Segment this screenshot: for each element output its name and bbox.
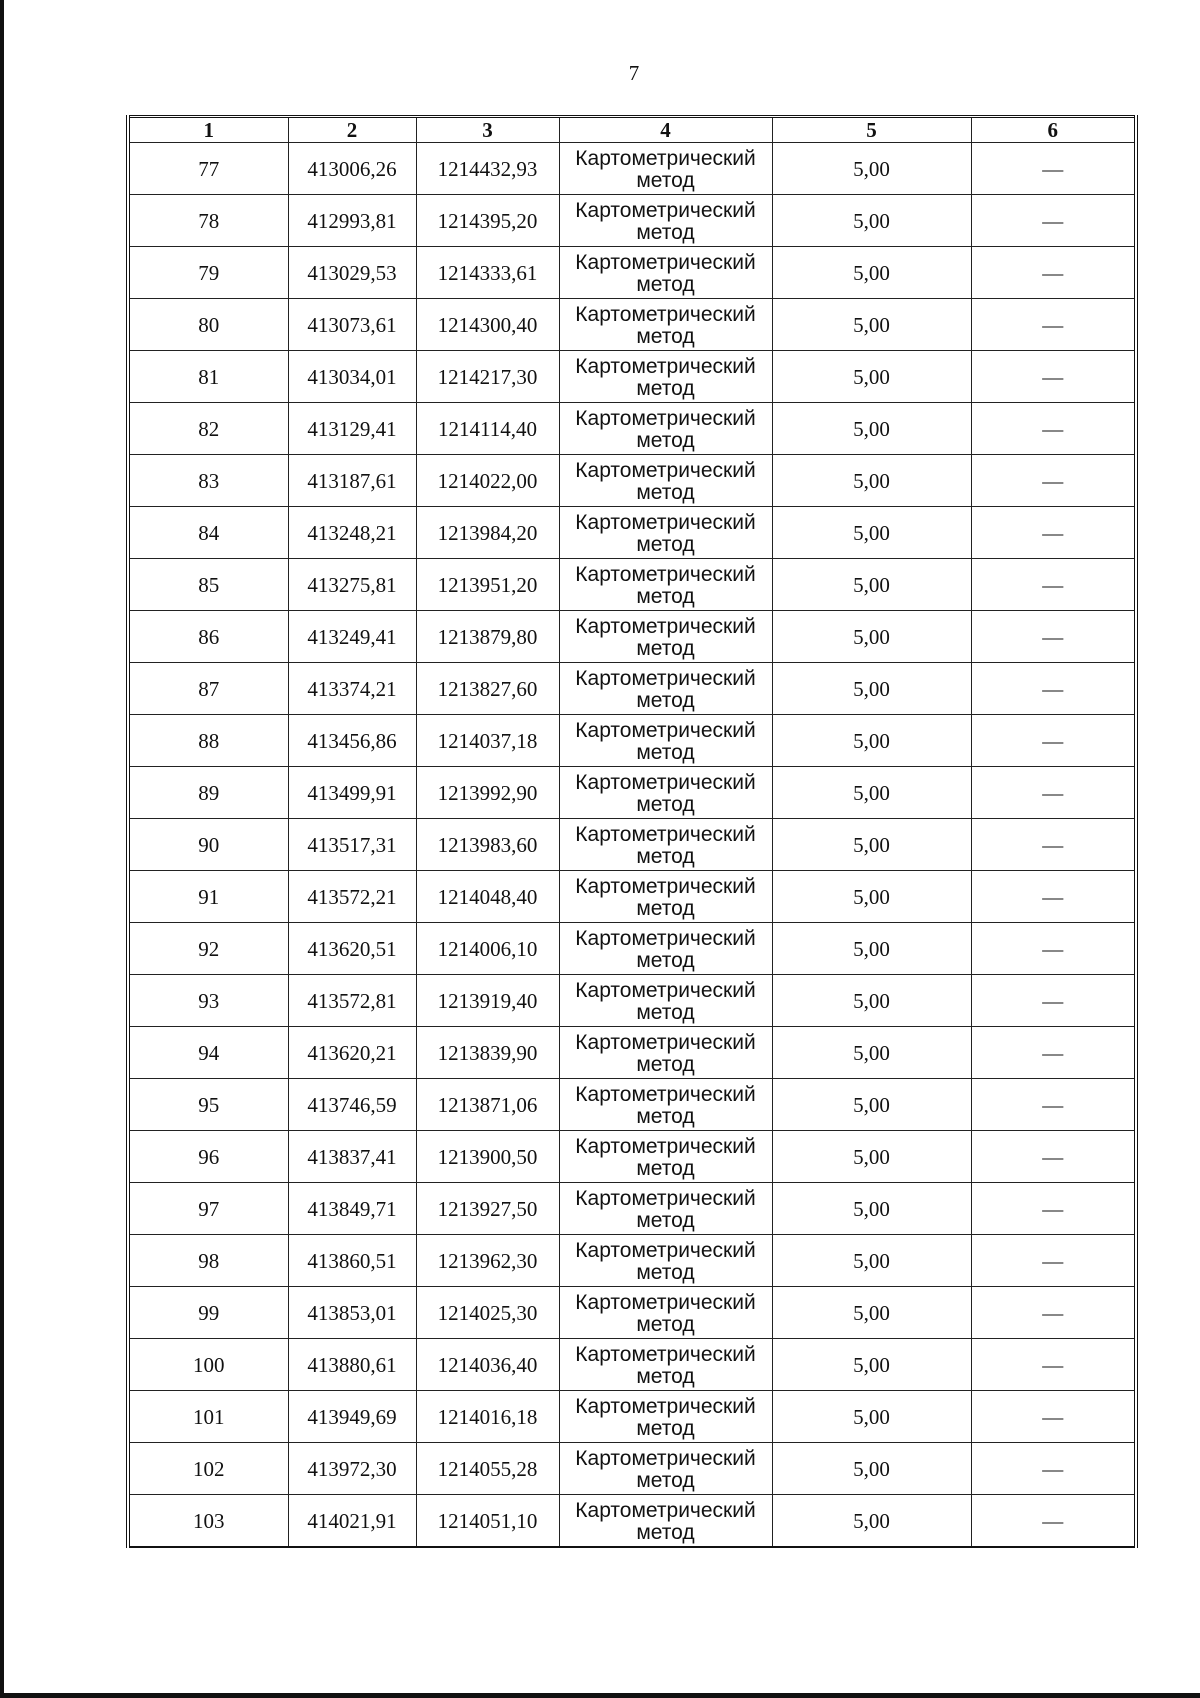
method-line-1: Картометрический xyxy=(575,1134,756,1158)
table-row xyxy=(128,351,1136,403)
point-number-cell: 101 xyxy=(128,1391,288,1443)
y-coordinate-cell: 1214036,40 xyxy=(416,1339,559,1391)
y-coordinate-cell: 1214114,40 xyxy=(416,403,559,455)
point-number-cell: 88 xyxy=(128,715,288,767)
note-cell: — xyxy=(971,1443,1136,1495)
y-coordinate-cell: 1214022,00 xyxy=(416,455,559,507)
note-cell: — xyxy=(971,1339,1136,1391)
method-line-2: метод xyxy=(636,1468,695,1492)
point-number-cell: 93 xyxy=(128,975,288,1027)
page-bottom-edge-rule xyxy=(0,1693,1200,1698)
method-line-2: метод xyxy=(636,480,695,504)
y-coordinate-cell: 1214048,40 xyxy=(416,871,559,923)
x-coordinate-cell: 413837,41 xyxy=(288,1131,416,1183)
y-coordinate-cell: 1213951,20 xyxy=(416,559,559,611)
method-cell xyxy=(559,1339,772,1391)
method-line-2: метод xyxy=(636,1104,695,1128)
y-coordinate-cell: 1214037,18 xyxy=(416,715,559,767)
accuracy-cell: 5,00 xyxy=(772,1495,971,1548)
accuracy-cell: 5,00 xyxy=(772,1443,971,1495)
method-line-1: Картометрический xyxy=(575,510,756,534)
method-cell xyxy=(559,819,772,871)
method-cell xyxy=(559,715,772,767)
table-row xyxy=(128,1287,1136,1339)
point-number-cell: 81 xyxy=(128,351,288,403)
method-line-2: метод xyxy=(636,220,695,244)
point-number-cell: 92 xyxy=(128,923,288,975)
method-line-2: метод xyxy=(636,844,695,868)
method-line-1: Картометрический xyxy=(575,406,756,430)
header-col-6: 6 xyxy=(971,117,1136,143)
accuracy-cell: 5,00 xyxy=(772,507,971,559)
page-number-container xyxy=(0,60,1200,86)
method-cell xyxy=(559,1235,772,1287)
accuracy-cell: 5,00 xyxy=(772,403,971,455)
x-coordinate-cell: 413517,31 xyxy=(288,819,416,871)
note-cell: — xyxy=(971,559,1136,611)
y-coordinate-cell: 1213992,90 xyxy=(416,767,559,819)
accuracy-cell: 5,00 xyxy=(772,559,971,611)
method-cell xyxy=(559,1287,772,1339)
x-coordinate-cell: 413187,61 xyxy=(288,455,416,507)
note-cell: — xyxy=(971,507,1136,559)
method-line-1: Картометрический xyxy=(575,666,756,690)
method-cell xyxy=(559,1443,772,1495)
y-coordinate-cell: 1213927,50 xyxy=(416,1183,559,1235)
y-coordinate-cell: 1214300,40 xyxy=(416,299,559,351)
note-cell: — xyxy=(971,1183,1136,1235)
y-coordinate-cell: 1213827,60 xyxy=(416,663,559,715)
method-cell xyxy=(559,507,772,559)
method-line-1: Картометрический xyxy=(575,250,756,274)
accuracy-cell: 5,00 xyxy=(772,611,971,663)
table-row xyxy=(128,1183,1136,1235)
note-cell: — xyxy=(971,1079,1136,1131)
method-line-1: Картометрический xyxy=(575,302,756,326)
note-cell: — xyxy=(971,1235,1136,1287)
point-number-cell: 103 xyxy=(128,1495,288,1548)
accuracy-cell: 5,00 xyxy=(772,455,971,507)
table-row xyxy=(128,1235,1136,1287)
x-coordinate-cell: 413499,91 xyxy=(288,767,416,819)
method-cell xyxy=(559,1079,772,1131)
note-cell: — xyxy=(971,195,1136,247)
x-coordinate-cell: 413880,61 xyxy=(288,1339,416,1391)
x-coordinate-cell: 413029,53 xyxy=(288,247,416,299)
method-line-2: метод xyxy=(636,1000,695,1024)
y-coordinate-cell: 1214016,18 xyxy=(416,1391,559,1443)
table-row xyxy=(128,1339,1136,1391)
method-line-1: Картометрический xyxy=(575,1394,756,1418)
point-number-cell: 91 xyxy=(128,871,288,923)
y-coordinate-cell: 1213983,60 xyxy=(416,819,559,871)
y-coordinate-cell: 1213871,06 xyxy=(416,1079,559,1131)
y-coordinate-cell: 1214432,93 xyxy=(416,143,559,195)
accuracy-cell: 5,00 xyxy=(772,1391,971,1443)
table-row xyxy=(128,195,1136,247)
method-line-2: метод xyxy=(636,740,695,764)
header-col-1: 1 xyxy=(128,117,288,143)
table-row xyxy=(128,1495,1136,1548)
accuracy-cell: 5,00 xyxy=(772,663,971,715)
note-cell: — xyxy=(971,871,1136,923)
point-number-cell: 98 xyxy=(128,1235,288,1287)
method-line-2: метод xyxy=(636,1052,695,1076)
page-number: 7 xyxy=(628,61,640,85)
method-line-2: метод xyxy=(636,1156,695,1180)
method-line-1: Картометрический xyxy=(575,1290,756,1314)
y-coordinate-cell: 1214025,30 xyxy=(416,1287,559,1339)
accuracy-cell: 5,00 xyxy=(772,871,971,923)
method-line-1: Картометрический xyxy=(575,822,756,846)
accuracy-cell: 5,00 xyxy=(772,819,971,871)
method-line-2: метод xyxy=(636,428,695,452)
x-coordinate-cell: 413034,01 xyxy=(288,351,416,403)
note-cell: — xyxy=(971,715,1136,767)
accuracy-cell: 5,00 xyxy=(772,351,971,403)
table-row xyxy=(128,1391,1136,1443)
table-row xyxy=(128,455,1136,507)
method-line-1: Картометрический xyxy=(575,354,756,378)
accuracy-cell: 5,00 xyxy=(772,715,971,767)
y-coordinate-cell: 1213984,20 xyxy=(416,507,559,559)
method-line-2: метод xyxy=(636,688,695,712)
method-line-2: метод xyxy=(636,532,695,556)
method-line-2: метод xyxy=(636,1260,695,1284)
y-coordinate-cell: 1214055,28 xyxy=(416,1443,559,1495)
note-cell: — xyxy=(971,923,1136,975)
table-row xyxy=(128,1131,1136,1183)
note-cell: — xyxy=(971,975,1136,1027)
accuracy-cell: 5,00 xyxy=(772,299,971,351)
method-cell xyxy=(559,195,772,247)
accuracy-cell: 5,00 xyxy=(772,975,971,1027)
y-coordinate-cell: 1214217,30 xyxy=(416,351,559,403)
accuracy-cell: 5,00 xyxy=(772,1183,971,1235)
x-coordinate-cell: 413849,71 xyxy=(288,1183,416,1235)
point-number-cell: 94 xyxy=(128,1027,288,1079)
header-row xyxy=(128,117,1136,143)
point-number-cell: 86 xyxy=(128,611,288,663)
header-col-3: 3 xyxy=(416,117,559,143)
method-cell xyxy=(559,611,772,663)
point-number-cell: 84 xyxy=(128,507,288,559)
x-coordinate-cell: 414021,91 xyxy=(288,1495,416,1548)
accuracy-cell: 5,00 xyxy=(772,1339,971,1391)
table-row xyxy=(128,715,1136,767)
x-coordinate-cell: 413073,61 xyxy=(288,299,416,351)
note-cell: — xyxy=(971,403,1136,455)
method-line-1: Картометрический xyxy=(575,1498,756,1522)
accuracy-cell: 5,00 xyxy=(772,1235,971,1287)
method-cell xyxy=(559,1495,772,1548)
note-cell: — xyxy=(971,247,1136,299)
accuracy-cell: 5,00 xyxy=(772,923,971,975)
method-line-1: Картометрический xyxy=(575,1238,756,1262)
note-cell: — xyxy=(971,819,1136,871)
x-coordinate-cell: 413972,30 xyxy=(288,1443,416,1495)
point-number-cell: 80 xyxy=(128,299,288,351)
note-cell: — xyxy=(971,663,1136,715)
method-cell xyxy=(559,663,772,715)
method-cell xyxy=(559,1183,772,1235)
method-line-2: метод xyxy=(636,1208,695,1232)
page-left-edge-rule xyxy=(0,0,4,1698)
note-cell: — xyxy=(971,1131,1136,1183)
accuracy-cell: 5,00 xyxy=(772,143,971,195)
method-line-2: метод xyxy=(636,324,695,348)
header-col-2: 2 xyxy=(288,117,416,143)
accuracy-cell: 5,00 xyxy=(772,1131,971,1183)
point-number-cell: 82 xyxy=(128,403,288,455)
method-cell xyxy=(559,455,772,507)
point-number-cell: 85 xyxy=(128,559,288,611)
note-cell: — xyxy=(971,1495,1136,1548)
point-number-cell: 87 xyxy=(128,663,288,715)
note-cell: — xyxy=(971,1027,1136,1079)
table-row xyxy=(128,1079,1136,1131)
method-line-2: метод xyxy=(636,1312,695,1336)
note-cell: — xyxy=(971,351,1136,403)
method-line-1: Картометрический xyxy=(575,146,756,170)
point-number-cell: 83 xyxy=(128,455,288,507)
y-coordinate-cell: 1213962,30 xyxy=(416,1235,559,1287)
x-coordinate-cell: 412993,81 xyxy=(288,195,416,247)
point-number-cell: 79 xyxy=(128,247,288,299)
accuracy-cell: 5,00 xyxy=(772,1027,971,1079)
x-coordinate-cell: 413620,21 xyxy=(288,1027,416,1079)
point-number-cell: 97 xyxy=(128,1183,288,1235)
method-line-1: Картометрический xyxy=(575,1446,756,1470)
method-line-1: Картометрический xyxy=(575,926,756,950)
method-line-2: метод xyxy=(636,948,695,972)
method-cell xyxy=(559,1391,772,1443)
point-number-cell: 90 xyxy=(128,819,288,871)
table-row xyxy=(128,871,1136,923)
x-coordinate-cell: 413620,51 xyxy=(288,923,416,975)
x-coordinate-cell: 413248,21 xyxy=(288,507,416,559)
point-number-cell: 77 xyxy=(128,143,288,195)
table-row xyxy=(128,663,1136,715)
method-cell xyxy=(559,871,772,923)
x-coordinate-cell: 413572,21 xyxy=(288,871,416,923)
table-row xyxy=(128,611,1136,663)
note-cell: — xyxy=(971,767,1136,819)
y-coordinate-cell: 1213919,40 xyxy=(416,975,559,1027)
method-cell xyxy=(559,247,772,299)
y-coordinate-cell: 1213879,80 xyxy=(416,611,559,663)
method-cell xyxy=(559,559,772,611)
table-row xyxy=(128,559,1136,611)
y-coordinate-cell: 1213839,90 xyxy=(416,1027,559,1079)
point-number-cell: 96 xyxy=(128,1131,288,1183)
method-line-2: метод xyxy=(636,272,695,296)
table-body xyxy=(128,143,1136,1548)
method-cell xyxy=(559,351,772,403)
point-number-cell: 95 xyxy=(128,1079,288,1131)
method-line-1: Картометрический xyxy=(575,874,756,898)
method-line-2: метод xyxy=(636,376,695,400)
point-number-cell: 102 xyxy=(128,1443,288,1495)
point-number-cell: 78 xyxy=(128,195,288,247)
method-cell xyxy=(559,143,772,195)
x-coordinate-cell: 413949,69 xyxy=(288,1391,416,1443)
x-coordinate-cell: 413572,81 xyxy=(288,975,416,1027)
method-cell xyxy=(559,299,772,351)
note-cell: — xyxy=(971,1287,1136,1339)
accuracy-cell: 5,00 xyxy=(772,1287,971,1339)
y-coordinate-cell: 1214006,10 xyxy=(416,923,559,975)
table-row xyxy=(128,403,1136,455)
y-coordinate-cell: 1214333,61 xyxy=(416,247,559,299)
table-row xyxy=(128,143,1136,195)
note-cell: — xyxy=(971,143,1136,195)
method-line-2: метод xyxy=(636,792,695,816)
method-line-1: Картометрический xyxy=(575,770,756,794)
table-row xyxy=(128,1027,1136,1079)
header-col-4: 4 xyxy=(559,117,772,143)
coordinates-table xyxy=(126,115,1138,1548)
x-coordinate-cell: 413374,21 xyxy=(288,663,416,715)
method-line-1: Картометрический xyxy=(575,198,756,222)
note-cell: — xyxy=(971,611,1136,663)
method-line-2: метод xyxy=(636,896,695,920)
table-row xyxy=(128,507,1136,559)
note-cell: — xyxy=(971,455,1136,507)
method-cell xyxy=(559,1131,772,1183)
table-row xyxy=(128,819,1136,871)
x-coordinate-cell: 413746,59 xyxy=(288,1079,416,1131)
method-line-2: метод xyxy=(636,1416,695,1440)
x-coordinate-cell: 413275,81 xyxy=(288,559,416,611)
x-coordinate-cell: 413249,41 xyxy=(288,611,416,663)
accuracy-cell: 5,00 xyxy=(772,247,971,299)
x-coordinate-cell: 413456,86 xyxy=(288,715,416,767)
method-line-1: Картометрический xyxy=(575,978,756,1002)
x-coordinate-cell: 413006,26 xyxy=(288,143,416,195)
header-col-5: 5 xyxy=(772,117,971,143)
x-coordinate-cell: 413860,51 xyxy=(288,1235,416,1287)
y-coordinate-cell: 1214051,10 xyxy=(416,1495,559,1548)
point-number-cell: 89 xyxy=(128,767,288,819)
method-line-2: метод xyxy=(636,584,695,608)
method-line-1: Картометрический xyxy=(575,1186,756,1210)
y-coordinate-cell: 1213900,50 xyxy=(416,1131,559,1183)
method-line-1: Картометрический xyxy=(575,562,756,586)
table-row xyxy=(128,767,1136,819)
accuracy-cell: 5,00 xyxy=(772,1079,971,1131)
method-line-1: Картометрический xyxy=(575,718,756,742)
method-cell xyxy=(559,923,772,975)
point-number-cell: 99 xyxy=(128,1287,288,1339)
method-line-2: метод xyxy=(636,168,695,192)
note-cell: — xyxy=(971,1391,1136,1443)
method-cell xyxy=(559,767,772,819)
method-line-2: метод xyxy=(636,636,695,660)
method-line-1: Картометрический xyxy=(575,458,756,482)
method-line-1: Картометрический xyxy=(575,1030,756,1054)
method-line-1: Картометрический xyxy=(575,1082,756,1106)
method-line-2: метод xyxy=(636,1520,695,1544)
y-coordinate-cell: 1214395,20 xyxy=(416,195,559,247)
accuracy-cell: 5,00 xyxy=(772,195,971,247)
accuracy-cell: 5,00 xyxy=(772,767,971,819)
method-line-1: Картометрический xyxy=(575,614,756,638)
method-cell xyxy=(559,1027,772,1079)
method-cell xyxy=(559,403,772,455)
table-row xyxy=(128,247,1136,299)
table-row xyxy=(128,299,1136,351)
x-coordinate-cell: 413853,01 xyxy=(288,1287,416,1339)
method-line-2: метод xyxy=(636,1364,695,1388)
table-row xyxy=(128,975,1136,1027)
note-cell: — xyxy=(971,299,1136,351)
point-number-cell: 100 xyxy=(128,1339,288,1391)
table-row xyxy=(128,1443,1136,1495)
x-coordinate-cell: 413129,41 xyxy=(288,403,416,455)
method-line-1: Картометрический xyxy=(575,1342,756,1366)
table-header xyxy=(128,117,1136,143)
method-cell xyxy=(559,975,772,1027)
table-row xyxy=(128,923,1136,975)
